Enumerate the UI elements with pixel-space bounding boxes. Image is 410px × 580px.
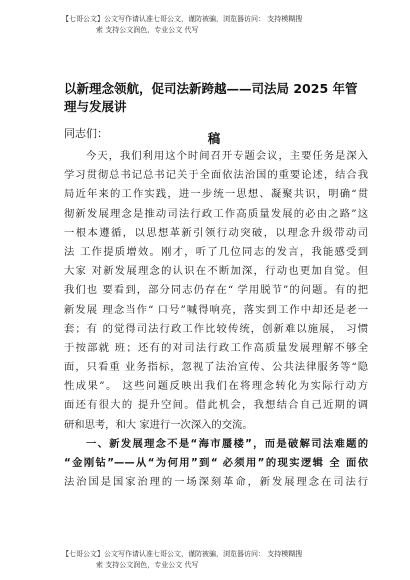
- body-line: 彻新发展理念是推动司法行政工作高质量发展的必由之路”这: [64, 207, 368, 220]
- section-heading-line: 一、新发展理念不是“海市蜃楼”，而是破解司法难题的: [86, 437, 368, 450]
- body-line: 面，只看重 业务指标，忽视了法治宣传、公共法律服务等“隐: [64, 361, 368, 374]
- footer-banner-line-1: 【七哥公文】公文写作请认准七哥公文，谨防被骗，浏览器访问： 支持模糊搜: [62, 550, 303, 558]
- body-line: 法 工作提质增效。刚才，听了几位同志的发言，我能感受到: [64, 245, 368, 258]
- header-banner: [0, 14, 410, 36]
- header-banner-line-2: 索 支持公文润色，专业公文 代写: [96, 26, 199, 34]
- document-title: [64, 80, 364, 148]
- section-heading-line: “金刚钻”——从“为何用”到“ 必须用”的现实逻辑 全 面依: [64, 457, 368, 469]
- footer-banner: [0, 549, 410, 571]
- body-line: 于按部就 班；还有的对司法行政工作高质量发展理解不够全: [64, 341, 368, 354]
- footer-banner-line-2: 索 支持公文润色，专业公文 代写: [96, 561, 199, 569]
- body-line: 大家 对新发展理念的认识在不断加深，行动也更加自觉。但: [64, 265, 368, 278]
- body-line: 新发展 理念当作“ 口号”喊得响亮，落实到工作中却还是老一: [64, 303, 368, 316]
- body-line: 研和思考，和大 家进行一次深入的交流。: [64, 418, 253, 431]
- body-line: 我们也 要看到，部分同志仍存在“ 学用脱节”的问题。有的把: [64, 284, 368, 297]
- body-line: 法治国是国家治理的一场深刻革命，新发展理念在司法行: [64, 476, 368, 489]
- document-title-line-1: 以新理念领航，促司法新跨越——司法局 2025 年管理与发展讲: [64, 81, 358, 114]
- body-line: 性成果”。 这些问题反映出我们在将理念转化为实际行动方: [64, 380, 368, 393]
- document-title-line-2: 稿: [207, 131, 221, 146]
- body-line: 一根本遵循，以思想革新引领行动突破，以理念升级带动司: [64, 226, 368, 239]
- greeting: 同志们：: [64, 127, 108, 140]
- body-line: 面还有很大的 提升空间。借此机会，我想结合自己近期的调: [64, 399, 368, 412]
- header-banner-line-1: 【七哥公文】公文写作请认准七哥公文，谨防被骗，浏览器访问： 支持模糊搜: [62, 15, 303, 23]
- body-line: 套；有 的觉得司法行政工作比较传统，创新难以施展， 习惯: [64, 322, 368, 335]
- body-line: 学习贯彻总书记总书记关于全面依法治国的重要论述，结合我: [64, 169, 368, 182]
- document-body: [64, 147, 368, 492]
- body-line: 局近年来的工作实践，进一步统一思想、凝聚共识，明确“贯: [64, 188, 368, 201]
- body-line: 今天，我们利用这个时间召开专题会议，主要任务是深入: [86, 150, 368, 162]
